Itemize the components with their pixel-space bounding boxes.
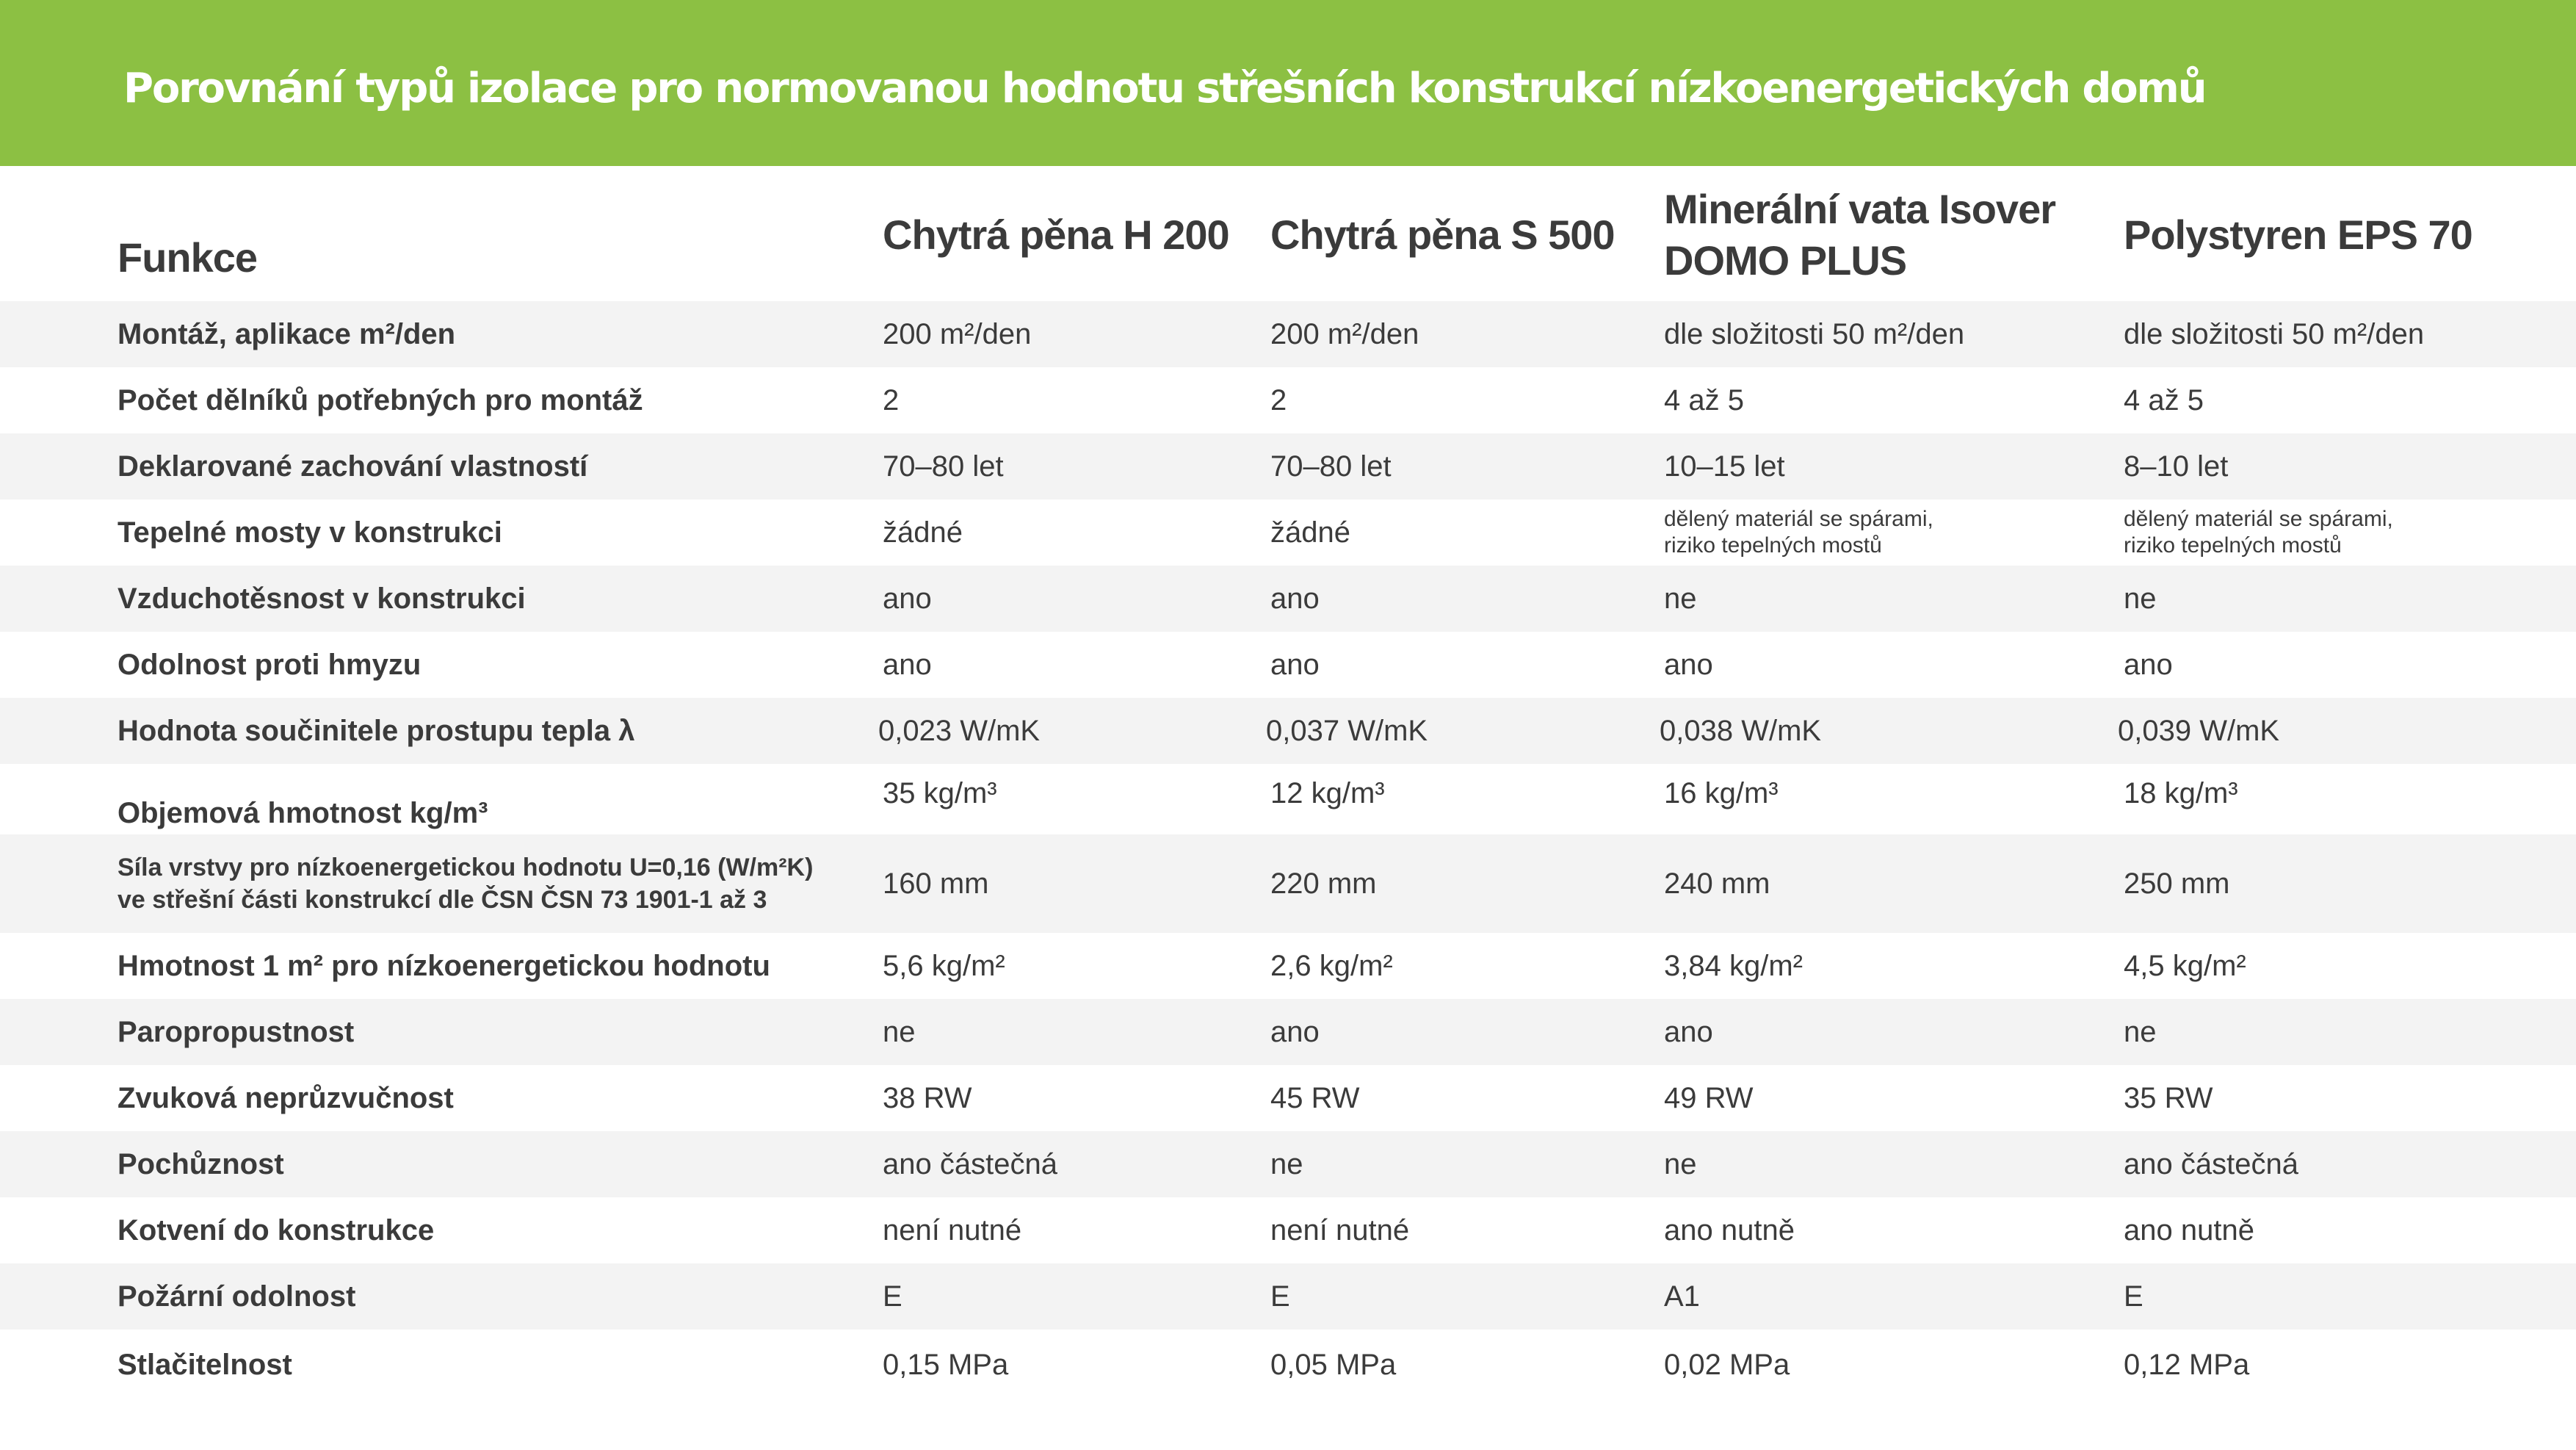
table-cell: 35 RW — [2124, 1081, 2213, 1114]
table-cell: ne — [883, 1015, 916, 1048]
table-cell: 5,6 kg/m² — [883, 949, 1005, 982]
table-cell: 0,023 W/mK — [878, 714, 1041, 747]
column-header-mineral-wool: Minerální vata Isover DOMO PLUS — [1664, 186, 2056, 284]
table-cell: 250 mm — [2124, 867, 2230, 900]
feature-label: Zvuková neprůzvučnost — [117, 1081, 454, 1114]
table-cell: není nutné — [1270, 1213, 1410, 1247]
column-header-h200: Chytrá pěna H 200 — [883, 212, 1229, 258]
table-cell: 45 RW — [1270, 1081, 1360, 1114]
table-cell: ne — [1664, 582, 1697, 615]
table-cell: 0,12 MPa — [2124, 1348, 2250, 1381]
table-row — [0, 367, 2576, 433]
table-cell: 38 RW — [883, 1081, 972, 1114]
feature-label: Síla vrstvy pro nízkoenergetickou hodnotu U=0,16 (W/m²K) ve střešní části konstrukcí dle ČSN ČSN 73 1901-1 až 3 — [117, 854, 814, 914]
table-cell: 18 kg/m³ — [2124, 777, 2238, 809]
table-cell: 2 — [1270, 383, 1287, 416]
table-cell: 200 m²/den — [1270, 317, 1419, 350]
table-cell: 240 mm — [1664, 867, 1770, 900]
table-cell: ano — [2124, 648, 2173, 681]
table-cell: 0,15 MPa — [883, 1348, 1009, 1381]
column-header-polystyrene: Polystyren EPS 70 — [2124, 212, 2472, 258]
table-cell: není nutné — [883, 1213, 1022, 1247]
feature-label: Paropropustnost — [117, 1015, 355, 1048]
table-cell: ano nutně — [2124, 1213, 2254, 1247]
feature-label: Hmotnost 1 m² pro nízkoenergetickou hodnotu — [117, 949, 770, 982]
feature-label: Deklarované zachování vlastností — [117, 450, 588, 483]
table-row — [0, 1263, 2576, 1330]
table-cell: ne — [2124, 582, 2157, 615]
feature-label: Hodnota součinitele prostupu tepla λ — [117, 714, 635, 747]
table-cell: 4 až 5 — [2124, 383, 2204, 416]
table-cell: ano nutně — [1664, 1213, 1795, 1247]
table-cell: ne — [1664, 1147, 1697, 1180]
table-header — [0, 169, 2576, 301]
table-cell: 0,039 W/mK — [2118, 714, 2280, 747]
table-row — [0, 566, 2576, 632]
table-row — [0, 1131, 2576, 1197]
table-row — [0, 1197, 2576, 1263]
table-cell: 0,038 W/mK — [1660, 714, 1822, 747]
feature-label: Vzduchotěsnost v konstrukci — [117, 582, 526, 615]
table-row — [0, 499, 2576, 566]
table-cell: 0,037 W/mK — [1266, 714, 1428, 747]
table-cell: 4,5 kg/m² — [2124, 949, 2246, 982]
table-row — [0, 933, 2576, 999]
table-cell: E — [1270, 1280, 1290, 1313]
table-cell: 70–80 let — [883, 450, 1004, 483]
table-cell: 220 mm — [1270, 867, 1377, 900]
table-cell: E — [2124, 1280, 2143, 1313]
table-cell: ano částečná — [883, 1147, 1057, 1180]
table-cell: 49 RW — [1664, 1081, 1754, 1114]
table-cell: 70–80 let — [1270, 450, 1392, 483]
table-cell: ne — [1270, 1147, 1303, 1180]
table-cell: ano — [883, 582, 932, 615]
table-cell: ano — [883, 648, 932, 681]
table-row — [0, 698, 2576, 764]
comparison-table — [0, 169, 2576, 1381]
feature-label: Pochůznost — [117, 1147, 284, 1180]
table-cell: dle složitosti 50 m²/den — [1664, 317, 1965, 350]
column-header-s500: Chytrá pěna S 500 — [1270, 212, 1615, 258]
table-row — [0, 834, 2576, 933]
table-cell: ano — [1664, 1015, 1713, 1048]
feature-label: Montáž, aplikace m²/den — [117, 317, 456, 350]
table-cell: 2 — [883, 383, 900, 416]
table-cell: 10–15 let — [1664, 450, 1785, 483]
table-cell: 160 mm — [883, 867, 989, 900]
table-cell: 12 kg/m³ — [1270, 777, 1385, 809]
table-cell: 0,05 MPa — [1270, 1348, 1397, 1381]
table-cell: 4 až 5 — [1664, 383, 1744, 416]
table-cell: ano částečná — [2124, 1147, 2298, 1180]
table-cell: ano — [1270, 648, 1320, 681]
table-cell: 8–10 let — [2124, 450, 2229, 483]
feature-label: Stlačitelnost — [117, 1348, 292, 1381]
table-cell: ano — [1270, 1015, 1320, 1048]
table-row — [0, 301, 2576, 367]
table-cell: dělený materiál se spárami, riziko tepelných mostů — [1664, 507, 1933, 558]
table-cell: žádné — [1270, 516, 1350, 549]
table-cell: E — [883, 1280, 902, 1313]
table-row — [0, 1330, 2576, 1400]
table-cell: 35 kg/m³ — [883, 777, 997, 809]
feature-label: Odolnost proti hmyzu — [117, 648, 422, 681]
column-header-funkce: Funkce — [117, 234, 258, 281]
feature-label: Tepelné mosty v konstrukci — [117, 516, 502, 549]
table-cell: ne — [2124, 1015, 2157, 1048]
table-cell: ano — [1664, 648, 1713, 681]
feature-label: Kotvení do konstrukce — [117, 1213, 435, 1247]
header-banner — [0, 0, 2576, 166]
table-row — [0, 632, 2576, 698]
feature-label: Objemová hmotnost kg/m³ — [117, 797, 488, 829]
table-cell: ano — [1270, 582, 1320, 615]
table-row — [0, 1065, 2576, 1131]
feature-label: Požární odolnost — [117, 1280, 356, 1313]
table-cell: 2,6 kg/m² — [1270, 949, 1393, 982]
table-row — [0, 999, 2576, 1065]
table-cell: dělený materiál se spárami, riziko tepelných mostů — [2124, 507, 2393, 558]
table-row — [0, 764, 2576, 834]
feature-label: Počet dělníků potřebných pro montáž — [117, 383, 643, 416]
table-cell: 200 m²/den — [883, 317, 1032, 350]
table-cell: žádné — [883, 516, 963, 549]
page-title: Porovnání typů izolace pro normovanou hodnotu střešních konstrukcí nízkoenergetických domů — [123, 65, 2206, 112]
table-cell: A1 — [1664, 1280, 1700, 1313]
table-cell: dle složitosti 50 m²/den — [2124, 317, 2425, 350]
table-cell: 16 kg/m³ — [1664, 777, 1779, 809]
table-row — [0, 433, 2576, 499]
table-cell: 0,02 MPa — [1664, 1348, 1790, 1381]
table-cell: 3,84 kg/m² — [1664, 949, 1803, 982]
